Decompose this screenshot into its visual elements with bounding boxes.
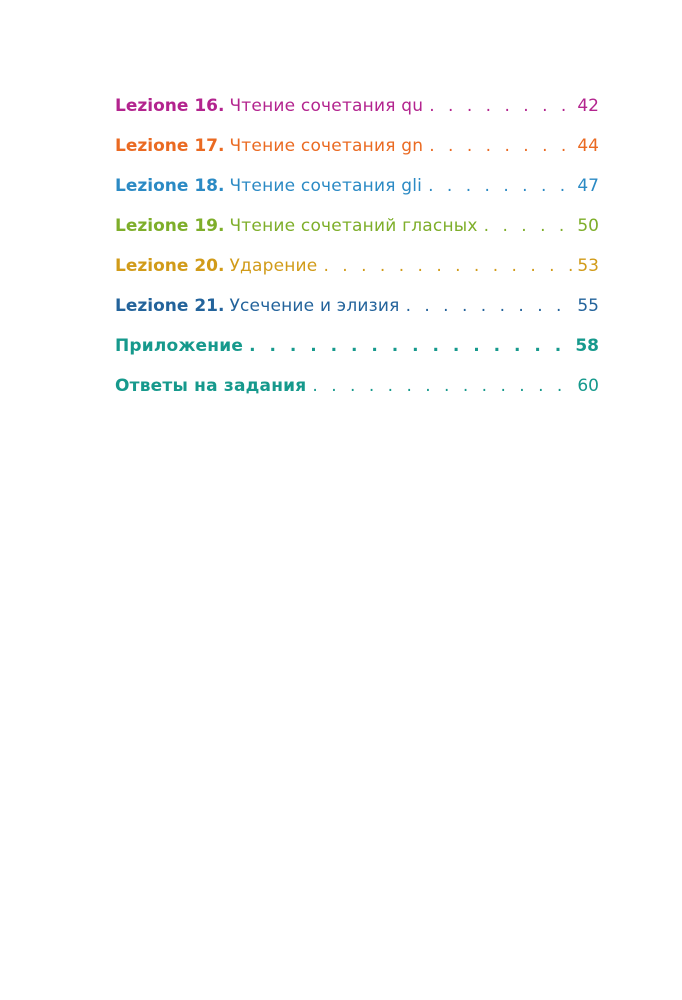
toc-title: Чтение сочетания gli: [229, 176, 423, 196]
toc-separator: .: [217, 216, 225, 236]
toc-separator: .: [217, 136, 225, 156]
toc-page-number: 60: [577, 376, 599, 396]
toc-page-number: 44: [577, 136, 599, 156]
toc-title: Ударение: [229, 256, 318, 276]
toc-title: Чтение сочетания qu: [229, 96, 424, 116]
toc-dot-leader: [484, 213, 576, 239]
toc-page-number: 42: [577, 96, 599, 116]
toc-title: Усечение и элизия: [229, 296, 400, 316]
toc-separator: .: [217, 296, 225, 316]
toc-title: Приложение: [115, 336, 244, 356]
toc-dot-leader: [429, 133, 575, 159]
toc-dot-leader: [429, 93, 575, 119]
toc-title: Чтение сочетания gn: [229, 136, 424, 156]
toc-separator: .: [217, 96, 225, 116]
toc-lesson-number: Lezione 18: [115, 176, 218, 196]
toc-lesson-number: Lezione 16: [115, 96, 218, 116]
toc-dot-leader: [249, 333, 573, 359]
toc-entry-lesson-16[interactable]: [115, 93, 599, 133]
toc-entry-answers[interactable]: [115, 373, 599, 413]
toc-page-number: 47: [577, 176, 599, 196]
toc-entry-appendix[interactable]: [115, 333, 599, 373]
toc-entry-lesson-17[interactable]: [115, 133, 599, 173]
toc-lesson-number: Lezione 20: [115, 256, 218, 276]
toc-page-number: 55: [577, 296, 599, 316]
toc-title: Ответы на задания: [115, 376, 307, 396]
toc-entry-lesson-20[interactable]: [115, 253, 599, 293]
toc-dot-leader: [406, 293, 576, 319]
toc-dot-leader: [428, 173, 575, 199]
toc-page-number: 53: [577, 256, 599, 276]
toc-dot-leader: [323, 253, 575, 279]
toc-entry-lesson-21[interactable]: [115, 293, 599, 333]
toc-separator: .: [217, 256, 225, 276]
toc-dot-leader: [312, 373, 575, 399]
table-of-contents: [115, 93, 599, 413]
toc-separator: .: [217, 176, 225, 196]
toc-entry-lesson-19[interactable]: [115, 213, 599, 253]
toc-lesson-number: Lezione 21: [115, 296, 218, 316]
toc-lesson-number: Lezione 19: [115, 216, 218, 236]
toc-page-number: 58: [575, 336, 599, 356]
toc-page-number: 50: [577, 216, 599, 236]
toc-entry-lesson-18[interactable]: [115, 173, 599, 213]
toc-lesson-number: Lezione 17: [115, 136, 218, 156]
toc-title: Чтение сочетаний гласных: [229, 216, 478, 236]
